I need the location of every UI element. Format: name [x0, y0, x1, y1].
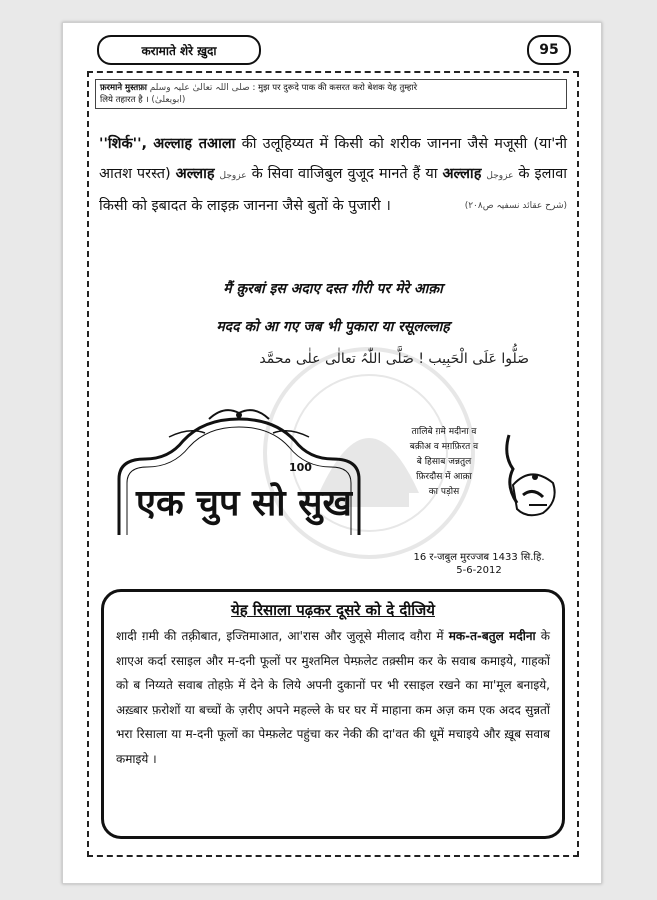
book-title: एक चुप सो सुख [136, 482, 352, 524]
share-notice-box [101, 589, 565, 839]
share-notice-body [116, 624, 550, 771]
book-title-header [97, 35, 261, 65]
couplet-line-1: मैं क़ुरबां इस अदाए दस्त गीरी पर मेरे आक़ा [223, 281, 443, 297]
author-wish [389, 425, 499, 500]
text-segment: की उलूहिय्यत में किसी को शरीक जानना जैसे मजूसी (या'नी आतश परस्त) [99, 136, 568, 182]
publication-date [389, 551, 569, 577]
author-wish-line: फ़िरदौस में आक़ा [416, 472, 472, 482]
salawat-line: صَلُّوا عَلَی الْحَبِیب ! صَلَّی اللّٰہُ تعالٰی علٰی محمَّد [259, 351, 529, 367]
book-number: 100 [289, 461, 312, 474]
couplet-line-2: मदद को आ गए जब भी पुकारा या रसूलल्लाह [216, 319, 450, 335]
azza-wa-jal: عزوجل [219, 171, 247, 181]
share-text-segment: के शाएअ कर्दा रसाइल और म-दनी फूलों पर मुश्तमिल पेम्फ़लेट तक़्सीम कर के सवाब कमाइये, गाहकों को ब निय्यते सवाब तोहफ़े में देने के लिये अपनी दुकानों पर भी रसाइल रखने का मा'मूल बनाइये, अख़्बार फ़रोशों या बच्चों के ज़रीए अपने महल्ले के घर घर में माहाना कम अज़ कम एक अदद सुन्नतों भरा रिसाला या म-दनी फूलों का पेम्फ़लेट पहुंचा कर नेकी की दा'वत की धूमें मचाइये और ख़ूब सवाब कमाइये । [116, 629, 550, 766]
shirk-term: ''शिर्क'', [99, 136, 148, 152]
allah-name: अल्लाह [175, 166, 215, 182]
content-frame [87, 71, 579, 857]
date-hijri: 16 र-जबुल मुरज्जब 1433 सि.हि. [413, 552, 545, 563]
share-notice-heading: येह रिसाला पढ़कर दूसरे को दे दीजिये [231, 601, 435, 619]
share-text-segment: शादी ग़मी की तक़्रीबात, इज्तिमाआत, आ'रास और जुलूसे मीलाद वग़ैरा में [116, 629, 444, 643]
author-wish-line: तालिबे ग़मे मदीना व [411, 427, 477, 437]
farman-e-mustafa [95, 79, 567, 109]
azza-wa-jal: عزوجل [486, 171, 514, 181]
farman-text-line2: लिये तहारत है । [100, 95, 149, 105]
page-number [527, 35, 571, 65]
farman-text-line1: : मुझ पर दुरूदे पाक की कसरत करो बेशक येह तुम्हारे [252, 83, 418, 93]
farman-label: फ़रमाने मुस्तफ़ा [100, 83, 147, 93]
text-segment: के सिवा वाजिबुल वुजूद मानते हैं या [251, 166, 438, 182]
shirk-definition [99, 129, 567, 221]
allah-taala: अल्लाह तआला [153, 136, 236, 152]
header-title: करामाते शेरे ख़ुदा [141, 43, 217, 58]
author-wish-line: बक़ीअ व मग़फ़िरत व [409, 442, 479, 452]
text-segment: के इलावा किसी को इबादत के लाइक़ जानना जैसे बुतों के पुजारी । [99, 166, 568, 214]
author-wish-line: का पड़ोस [428, 487, 460, 497]
farman-arabic: صلی اللہ تعالیٰ علیہ وسلم [149, 83, 250, 93]
farman-ref: (ابویعلیٰ) [151, 95, 186, 105]
date-gregorian: 5-6-2012 [456, 565, 502, 576]
author-wish-line: बे हिसाब जन्नतुल [416, 457, 472, 467]
page-number-text: 95 [539, 42, 559, 58]
reference: (شرح عقائد نسفیہ ص۲۰۸) [464, 201, 567, 211]
document-page [62, 22, 602, 884]
maktaba-name: मक-त-बतुल मदीना [448, 629, 536, 643]
allah-name: अल्लाह [442, 166, 482, 182]
calligraphy-emblem [499, 425, 563, 521]
